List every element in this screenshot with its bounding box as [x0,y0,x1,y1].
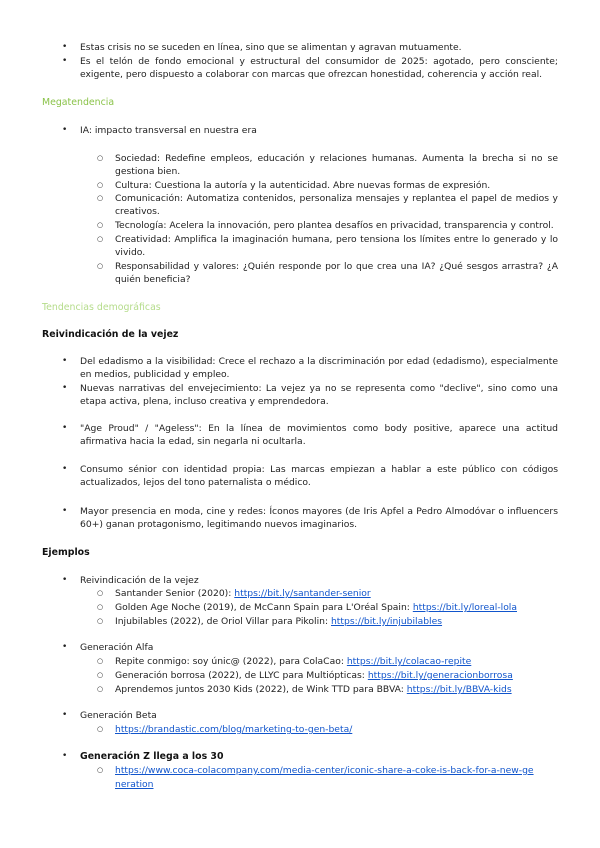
bullet-dot: • [62,42,68,52]
example-link[interactable]: https://bit.ly/injubilables [330,616,443,627]
example-link[interactable]: https://bit.ly/generacionborrosa [367,670,513,681]
bullet-dot: • [62,125,68,135]
example-link[interactable]: https://brandastic.com/blog/marketing-to-gen-beta/ [115,724,353,735]
ejemplos-group-title: Reivindicación de la vejez [80,575,199,586]
ia-bullet: IA: impacto transversal en nuestra era [80,125,257,136]
circle-bullet: ○ [97,181,104,189]
demografica-bullet-4: Consumo sénior con identidad propia: Las marcas empiezan a hablar a este público con códigos actualizados, lejos del tono paternalista o médico. [80,464,558,489]
circle-bullet: ○ [97,657,104,665]
example-item-continuation [115,778,153,791]
bullet-dot: • [62,751,68,761]
example-item [115,601,517,614]
ia-sub-comunicacion: Comunicación: Automatiza contenidos, personaliza mensajes y replantea el papel de medios y creativos. [115,193,558,218]
example-item [115,655,471,668]
reivindicacion-subheading: Reivindicación de la vejez [42,329,179,340]
bullet-dot: • [62,423,68,433]
example-link[interactable]: neration [115,779,154,790]
demografica-bullet-5: Mayor presencia en moda, cine y redes: Íconos mayores (de Iris Apfel a Pedro Almodóvar o influencers 60+) ganan protagonismo, legitimando nuevos imaginarios. [80,506,558,531]
circle-bullet: ○ [97,194,104,202]
ia-sub-creatividad: Creatividad: Amplifica la imaginación humana, pero tensiona los límites entre lo generado y lo vivido. [115,234,558,259]
example-link[interactable]: https://bit.ly/BBVA-kids [406,684,512,695]
intro-bullet-2: Es el telón de fondo emocional y estructural del consumidor de 2025: agotado, pero consciente; exigente, pero dispuesto a colaborar con marcas que ofrezcan honestidad, coherencia y acción real. [80,56,558,81]
example-item [115,669,513,682]
example-link[interactable]: https://bit.ly/colacao-repite [346,656,472,667]
circle-bullet: ○ [97,589,104,597]
bullet-dot: • [62,356,68,366]
example-item [115,764,534,777]
bullet-dot: • [62,710,68,720]
demografica-bullet-2: Nuevas narrativas del envejecimiento: La vejez ya no se representa como "declive", sino como una etapa activa, plena, incluso creativa y emprendedora. [80,383,558,408]
circle-bullet: ○ [97,154,104,162]
example-link[interactable]: https://www.coca-colacompany.com/media-center/iconic-share-a-coke-is-back-for-a-new-ge [115,765,534,776]
example-item [115,587,371,600]
example-label: Golden Age Noche (2019), de McCann Spain para L'Oréal Spain: [115,602,413,613]
bullet-dot: • [62,56,68,66]
demografica-bullet-1: Del edadismo a la visibilidad: Crece el rechazo a la discriminación por edad (edadismo), especialmente en medios, publicidad y empleo. [80,356,558,381]
example-item [115,723,352,736]
example-label: Generación borrosa (2022), de LLYC para Multiópticas: [115,670,368,681]
ejemplos-group-title: Generación Z llega a los 30 [80,751,224,762]
bullet-dot: • [62,383,68,393]
example-label: Injubilables (2022), de Oriol Villar para Pikolin: [115,616,331,627]
circle-bullet: ○ [97,671,104,679]
circle-bullet: ○ [97,617,104,625]
example-link[interactable]: https://bit.ly/loreal-lola [412,602,517,613]
circle-bullet: ○ [97,603,104,611]
circle-bullet: ○ [97,262,104,270]
ejemplos-heading: Ejemplos [42,547,90,558]
ia-sub-cultura: Cultura: Cuestiona la autoría y la autenticidad. Abre nuevas formas de expresión. [115,180,491,191]
bullet-dot: • [62,575,68,585]
circle-bullet: ○ [97,221,104,229]
circle-bullet: ○ [97,725,104,733]
example-label: Aprendemos juntos 2030 Kids (2022), de Wink TTD para BBVA: [115,684,407,695]
ia-sub-tecnologia: Tecnología: Acelera la innovación, pero plantea desafíos en privacidad, transparencia y control. [115,220,554,231]
ejemplos-group-title: Generación Beta [80,710,157,721]
megatendencia-heading: Megatendencia [42,97,115,108]
example-label: Repite conmigo: soy únic@ (2022), para ColaCao: [115,656,347,667]
ia-sub-sociedad: Sociedad: Redefine empleos, educación y relaciones humanas. Aumenta la brecha si no se gestiona bien. [115,153,558,178]
demografica-bullet-3: "Age Proud" / "Ageless": En la línea de movimientos como body positive, aparece una actitud afirmativa hacia la edad, sin negarla ni ocultarla. [80,423,558,448]
intro-bullet-1: Estas crisis no se suceden en línea, sino que se alimentan y agravan mutuamente. [80,42,462,53]
ia-sub-responsabilidad: Responsabilidad y valores: ¿Quién responde por lo que crea una IA? ¿Qué sesgos arrastra? ¿A quién beneficia? [115,261,558,286]
example-item [115,683,512,696]
bullet-dot: • [62,506,68,516]
circle-bullet: ○ [97,766,104,774]
example-link[interactable]: https://bit.ly/santander-senior [234,588,371,599]
bullet-dot: • [62,642,68,652]
circle-bullet: ○ [97,235,104,243]
demograficas-heading: Tendencias demográficas [42,302,161,313]
ejemplos-group-title: Generación Alfa [80,642,154,653]
example-item [115,615,442,628]
circle-bullet: ○ [97,685,104,693]
bullet-dot: • [62,464,68,474]
example-label: Santander Senior (2020): [115,588,235,599]
